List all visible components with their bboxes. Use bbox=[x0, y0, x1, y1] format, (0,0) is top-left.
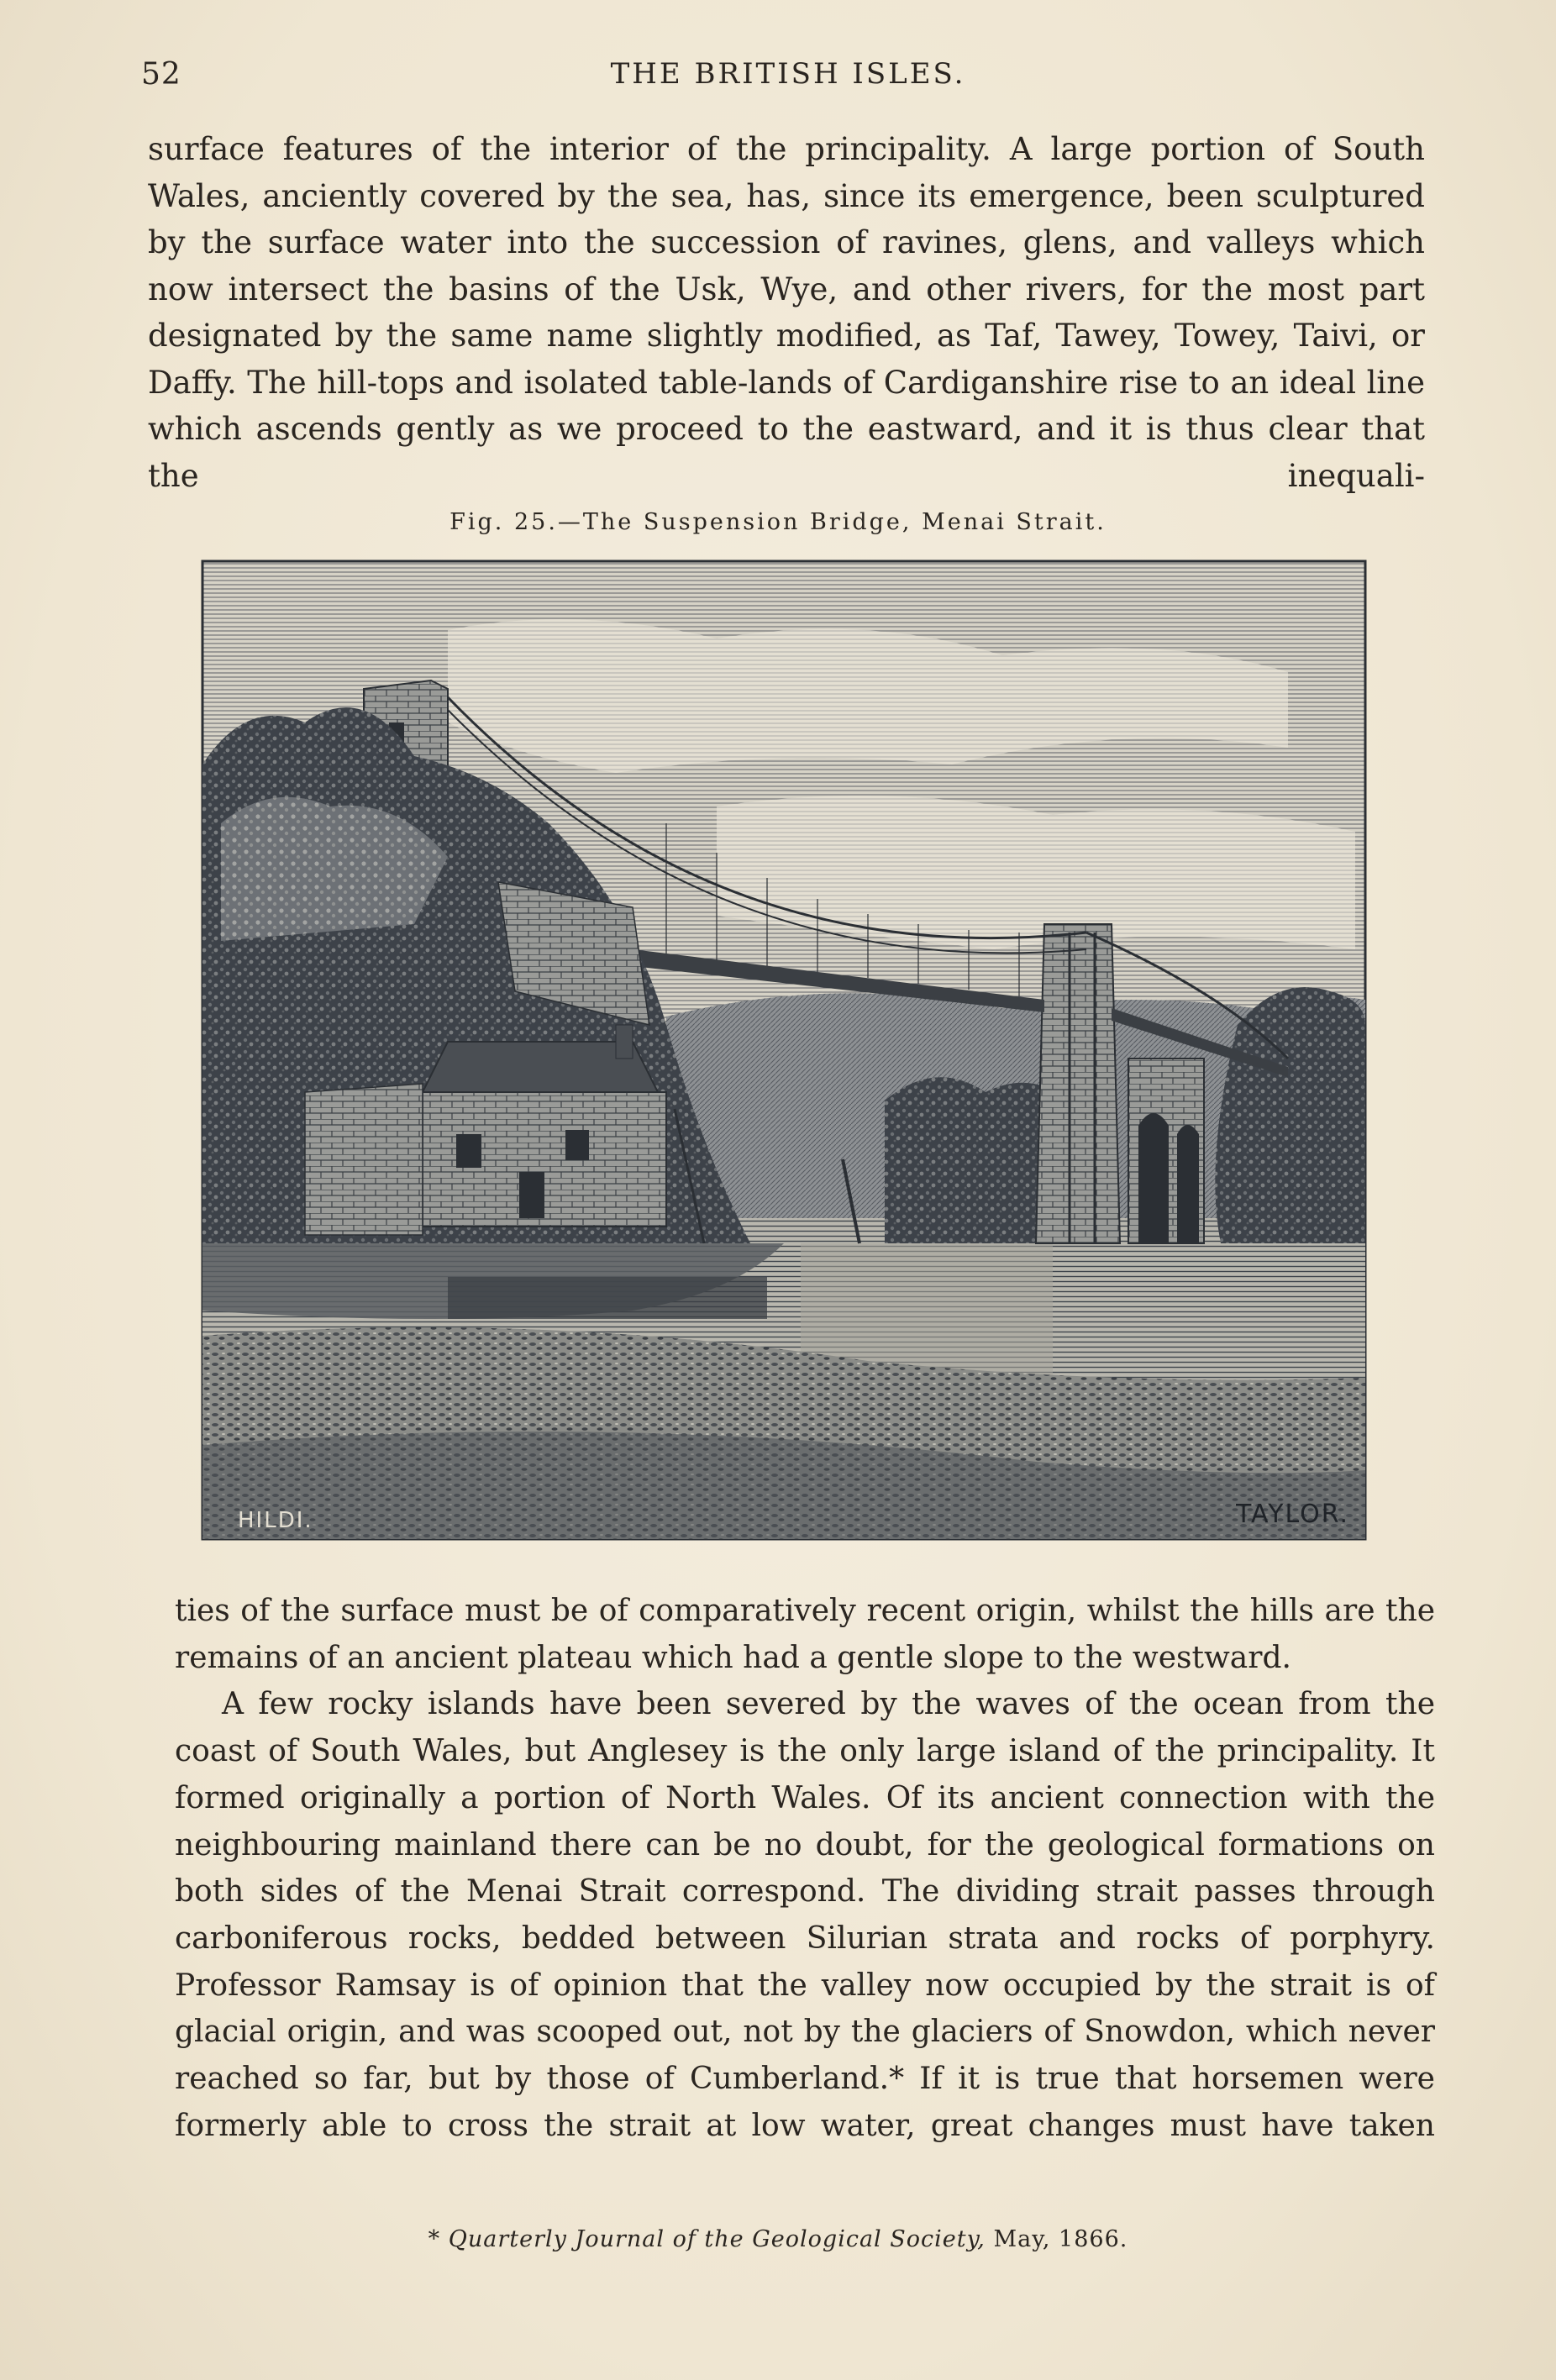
footnote bbox=[0, 2226, 1556, 2252]
running-title: THE BRITISH ISLES. bbox=[610, 57, 966, 91]
top-paragraph-text: surface features of the interior of the principality. A large portion of South Wales, anciently covered by the sea, has, since its emergence, been sculptured by the surface water into the succession of ravines, glens, and valleys which now intersect the basins of the Usk, Wye, and other rivers, for the most part designated by the same name slightly modified, as Taf, Tawey, Towey, Taivi, or Daffy. The hill-tops and isolated table-lands of Cardiganshire rise to an ideal line which ascends gently as we proceed to the eastward, and it is thus clear that the inequali- bbox=[148, 131, 1425, 494]
footnote-source: Quarterly Journal of the Geological Society, bbox=[448, 2226, 986, 2252]
footnote-date: May, 1866. bbox=[993, 2226, 1128, 2252]
figure-caption: Fig. 25.—The Suspension Bridge, Menai Strait. bbox=[449, 509, 1107, 535]
body-text bbox=[175, 1588, 1435, 2149]
paragraph-1: ties of the surface must be of comparatively recent origin, whilst the hills are the remains of an ancient plateau which had a gentle slope to the westward. bbox=[175, 1594, 1435, 1675]
engraver-signature-left: HILDI. bbox=[238, 1508, 313, 1533]
figure-engraving bbox=[196, 554, 1372, 1546]
footnote-marker: * bbox=[428, 2226, 441, 2252]
running-head bbox=[141, 57, 1435, 99]
page-number: 52 bbox=[141, 57, 181, 92]
top-paragraph bbox=[148, 126, 1425, 499]
engraver-signature-right: TAYLOR. bbox=[1236, 1500, 1350, 1529]
paragraph-2: A few rocky islands have been severed by the waves of the ocean from the coast of South Wales, but Anglesey is the only large island of the principality. It formed originally a portion of North Wales. Of its ancient connection with the neighbouring mainland there can be no doubt, for the geological formations on both sides of the Menai Strait correspond. The dividing strait passes through carboniferous rocks, bedded between Silurian strata and rocks of porphyry. Professor Ramsay is of opinion that the valley now occupied by the strait is of glacial origin, and was scooped out, not by the glaciers of Snowdon, which never reached so far, but by those of Cumberland.* If it is true that horsemen were formerly able to cross the strait at low water, great changes must have taken bbox=[175, 1687, 1435, 2143]
